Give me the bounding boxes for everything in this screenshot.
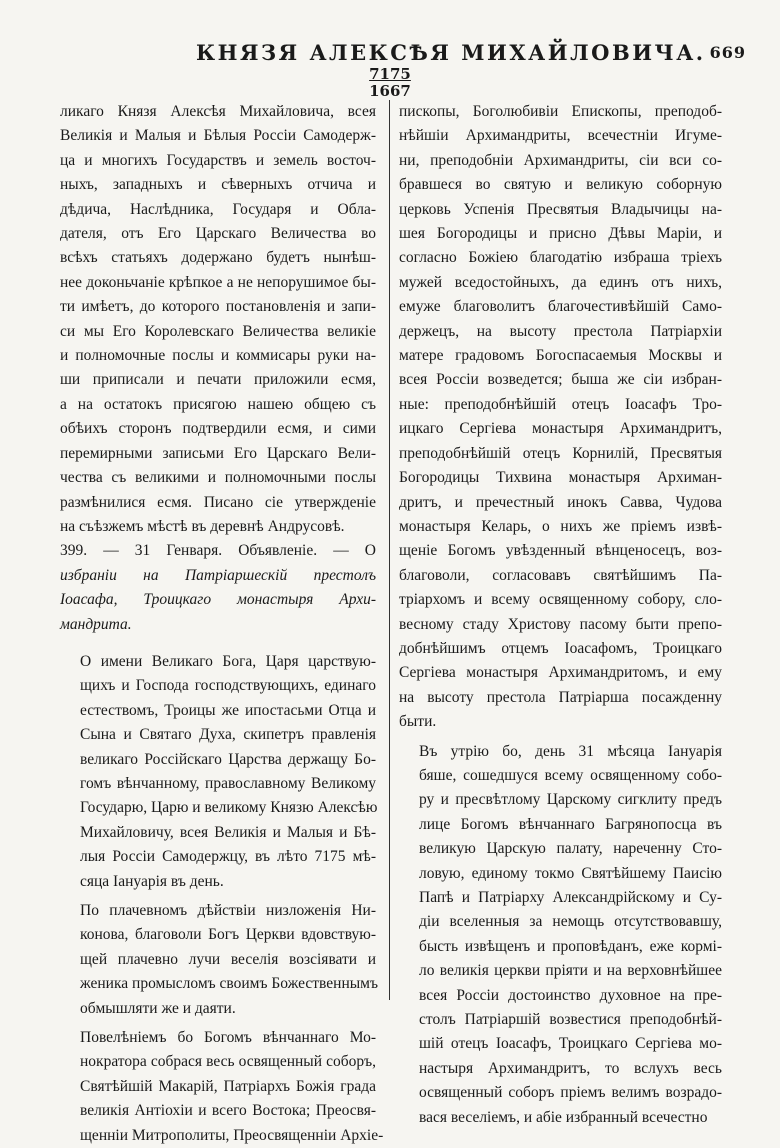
text-line: бравшеся во святую и великую соборную <box>399 176 722 194</box>
text-line: емуже благоволитъ благочестивѣйшій Само- <box>399 298 722 316</box>
text-line: лице Богомъ вѣнчаннаго Багрянопосца въ <box>419 815 722 833</box>
left-paragraph-1 <box>60 100 376 539</box>
running-title: КНЯЗЯ АЛЕКСѢЯ МИХАЙЛОВИЧА. <box>196 40 706 65</box>
text-line: ные: преподобнѣйшій отецъ Іоасафъ Тро- <box>399 395 722 413</box>
text-line: женика промысломъ своимъ Божественнымъ <box>80 975 378 993</box>
text-line: ру и пресвѣтлому Царскому сигклиту предъ <box>419 791 722 809</box>
left-paragraph-2 <box>60 650 376 894</box>
text-line: сяца Іануарія въ день. <box>80 872 224 890</box>
text-line: чества съ великими и полномочными послы <box>60 469 376 487</box>
text-line: Сергіева монастыря Архимандритомъ, и ему <box>399 664 722 682</box>
text-line: О имени Великаго Бога, Царя царствую- <box>80 652 376 670</box>
text-line: бяше, сошедшуся всему освященному собо- <box>419 766 722 784</box>
text-line: благоволи, согласовавъ святѣйшимъ Па- <box>399 566 722 584</box>
text-line: освященный соборъ пріемъ велимъ возрадо- <box>419 1084 722 1102</box>
text-line: столъ Патріаршій возвестися преподобнѣй- <box>419 1011 722 1029</box>
year-anno-domini: 1667 <box>369 82 411 100</box>
text-line: пископы, Боголюбивіи Епископы, преподоб- <box>399 103 722 120</box>
left-paragraph-4 <box>60 1026 384 1148</box>
text-line: преподобнѣйшій отецъ Корнилій, Пресвятыя <box>399 444 722 462</box>
text-line: Государю, Царю и великому Князю Алексѣю <box>80 799 378 817</box>
text-line: великую Царскую палату, нареченну Сто- <box>419 840 722 858</box>
text-line: всея Россіи достоинство духовное на пре- <box>419 986 722 1004</box>
text-line: ныхъ, западныхъ и сѣверныхъ отчича и <box>60 176 376 194</box>
text-line: тріархомъ и всему освященному собору, сло- <box>399 591 722 609</box>
text-line: діи вселенныя за немощь отсутствовавшу, <box>419 913 722 931</box>
text-line: а на остатокъ присягою нашею общею съ <box>60 395 376 413</box>
left-paragraph-3 <box>60 899 376 1021</box>
text-line: перемирными записьми Его Царскаго Вели- <box>60 444 376 462</box>
text-line: матере градовомъ Богоспасаемыя Москвы и <box>399 347 722 365</box>
text-line: Богородицы Тихвина монастыря Архиман- <box>399 469 722 487</box>
text-line: щей плачевно лучи веселія возсіявати и <box>80 950 376 968</box>
text-line: вася веселіемъ, и абіе избранный всечестно <box>419 1108 708 1126</box>
text-line: ши приписали и печати приложили есмя, <box>60 371 376 389</box>
text-line: монастыря Келарь, о нихъ же пріемъ извѣ- <box>399 517 722 535</box>
text-line: обмышляти же и даяти. <box>80 999 236 1017</box>
text-line: ловую, единому токмо Святѣйшему Паисію <box>419 864 722 882</box>
text-line: ни, преподобніи Архимандриты, сіи вси со- <box>399 151 722 169</box>
text-line: великія Антіохіи и всего Востока; Преосвя- <box>80 1102 376 1120</box>
text-line: лыя Россіи Самодержцу, въ лѣто 7175 мѣ- <box>80 848 376 866</box>
text-line: размѣнилися есмя. Писано сіе утвержденіе <box>60 493 376 511</box>
text-line: ти имѣетъ, до которого постановленія и запи- <box>60 298 376 316</box>
text-line: всея Россіи возведется; быша же сіи избран- <box>399 371 722 389</box>
text-line: ицкаго Сергіева монастыря Архимандритъ, <box>399 420 722 438</box>
text-line: церковь Успенія Пресвятыя Владычицы на- <box>399 200 722 218</box>
left-column <box>60 100 384 1148</box>
text-line: нократора собрася весь освященный соборъ, <box>80 1053 376 1071</box>
right-column <box>399 100 722 1130</box>
text-line: щенніи Митрополиты, Преосвященніи Архіе- <box>80 1126 384 1144</box>
text-line: Папѣ и Патріарху Александрійскому и Су- <box>419 889 722 906</box>
text-line: нѣйшіи Архимандриты, всечестніи Игуме- <box>399 127 722 145</box>
text-line: избраніи на Патріаршескій престолъ <box>60 566 376 584</box>
text-line: мандрита. <box>60 615 132 633</box>
right-paragraph-2 <box>399 740 722 1131</box>
column-divider <box>389 100 390 1000</box>
text-line: конова, благоволи Богъ Церкви вдовствую- <box>80 926 376 944</box>
text-line: всѣхъ статьяхъ додержано будетъ нынѣш- <box>60 249 376 267</box>
text-line: на съѣзжемъ мѣстѣ въ деревнѣ Андрусовѣ. <box>60 517 345 535</box>
text-line: на высоту престола Патріаршa посажденну <box>399 688 722 706</box>
text-line: добнѣйшимъ отцемъ Іоасафомъ, Троицкаго <box>399 639 722 657</box>
text-line: согласно Божіею благодатію избраша тріехъ <box>399 249 722 267</box>
text-line: Іоасафа, Троицкаго монастыря Архи- <box>60 591 376 609</box>
text-line: Великія и Малыя и Бѣлыя Россіи Самодерж- <box>60 127 376 145</box>
text-line: си мы Его Королевскаго Величества великіе <box>60 322 376 340</box>
right-paragraph-1 <box>399 100 722 735</box>
entry-heading <box>60 539 376 637</box>
text-line: Сына и Святаго Духа, скипетръ правленія <box>80 726 376 744</box>
text-line: щихъ и Господа господствующихъ, единаго <box>80 677 376 695</box>
text-line: дѣдича, Наслѣдника, Государя и Обла- <box>60 200 376 218</box>
text-line: 399. — 31 Генваря. Объявленіе. — О <box>60 542 376 560</box>
text-line: Михайловичу, всея Великія и Малыя и Бѣ- <box>80 823 376 841</box>
text-line: мужей вседостойныхъ, да единъ отъ нихъ, <box>399 273 722 291</box>
text-line: ло великія церкви пріяти и на верховнѣйшее <box>419 962 722 980</box>
text-line: шея Богородицы и присно Дѣвы Маріи, и <box>399 225 722 243</box>
text-line: нее доконьчаніе крѣпкое а не непорушимое бы- <box>60 273 376 291</box>
page-number: 669 <box>709 43 746 62</box>
text-line: Святѣйшій Макарій, Патріархъ Божія града <box>80 1077 376 1095</box>
text-line: щеніе Богомъ увѣзденный вѣнценосецъ, воз- <box>399 542 722 560</box>
text-line: гомъ вѣнчанному, православному Великому <box>80 774 376 792</box>
text-line: дритъ, и пречестный инокъ Савва, Чудова <box>399 493 722 511</box>
text-line: великаго Россійскаго Царства держащу Бо- <box>80 750 376 768</box>
text-line: держецъ, на высоту престола Патріархіи <box>399 322 722 340</box>
text-line: обѣихъ сторонъ подтвердили есмя, и сими <box>60 420 376 438</box>
text-line: ликаго Князя Алексѣя Михайловича, всея <box>60 103 376 120</box>
year-marker <box>345 66 435 100</box>
text-line: настыря Архимандритъ, то вслухъ весь <box>419 1059 722 1077</box>
text-line: ца и многихъ Государствъ и земель восточ- <box>60 151 376 169</box>
text-line: дателя, отъ Его Царскаго Величества во <box>60 225 376 243</box>
text-line: Повелѣніемъ бо Богомъ вѣнчаннаго Мо- <box>80 1029 376 1047</box>
text-line: весному стаду Христову пасому быти препо- <box>399 615 722 633</box>
text-line: По плачевномъ дѣйствіи низложенія Ни- <box>80 902 376 919</box>
year-anno-mundi: 7175 <box>369 65 411 83</box>
text-line: естествомъ, Троицы же ипостасьми Отца и <box>80 701 376 719</box>
text-line: быти. <box>399 713 437 731</box>
text-line: бысть извѣщенъ и проповѣданъ, еже кормі- <box>419 937 722 955</box>
text-line: и полномочные послы и коммисары руки на- <box>60 347 376 365</box>
text-line: Въ утрію бо, день 31 мѣсяца Іануарія <box>419 742 722 760</box>
text-line: шій отецъ Іоасафъ, Троицкаго Сергіева мо- <box>419 1035 722 1053</box>
